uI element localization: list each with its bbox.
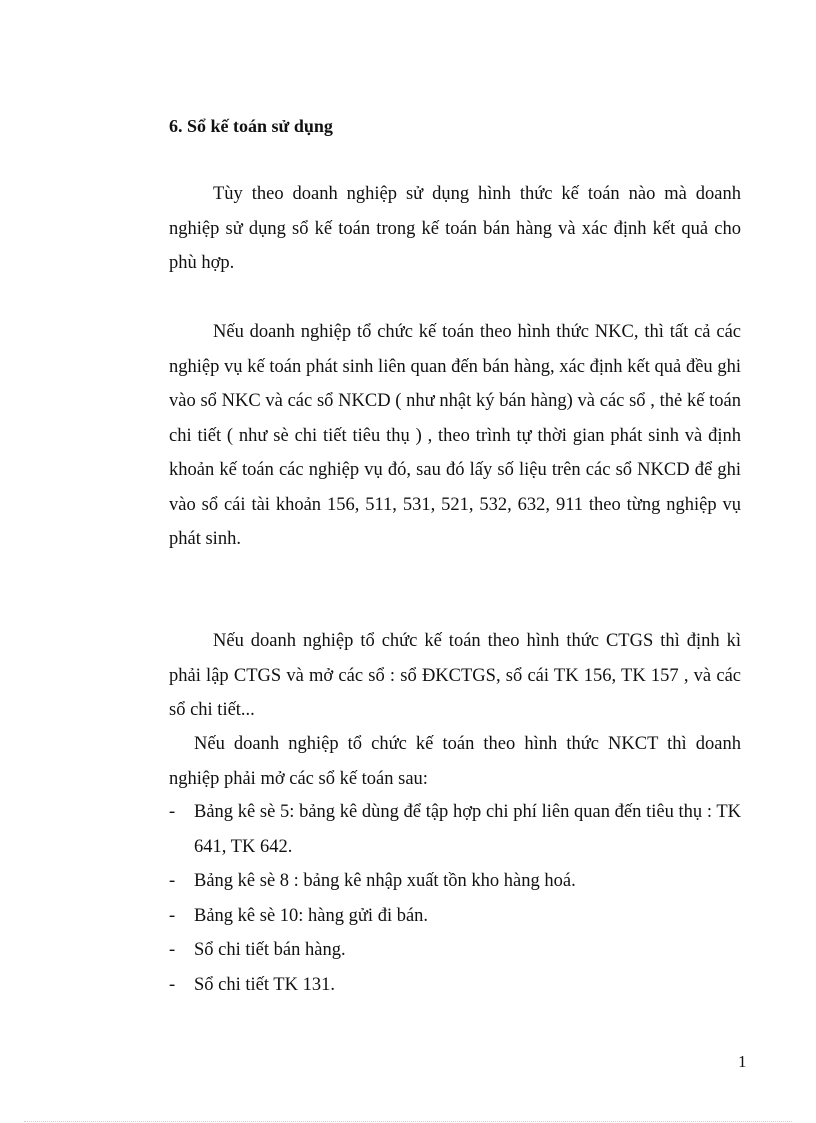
list-bullet: - xyxy=(169,974,176,995)
paragraph-ctgs: Nếu doanh nghiệp tổ chức kế toán theo hình thức CTGS thì định kì phải lập CTGS và mở các sổ : sổ ĐKCTGS, sổ cái TK 156, TK 157 , và các sổ chi tiết... xyxy=(169,631,741,720)
list-item-text: Sổ chi tiết TK 131. xyxy=(194,974,335,995)
paragraph-intro: Tùy theo doanh nghiệp sử dụng hình thức kế toán nào mà doanh nghiệp sử dụng sổ kế toán trong kế toán bán hàng và xác định kết quả cho phù hợp. xyxy=(169,184,741,273)
list-item-text: Sổ chi tiết bán hàng. xyxy=(194,940,346,960)
page-bottom-divider xyxy=(24,1121,792,1122)
list-item-text: Bảng kê sè 5: bảng kê dùng để tập hợp chi phí liên quan đến tiêu thụ : TK 641, TK 642. xyxy=(194,802,741,857)
list-bullet: - xyxy=(169,905,176,926)
list-item xyxy=(169,933,741,968)
list-item xyxy=(169,968,741,1003)
list-item-text: Bảng kê sè 8 : bảng kê nhập xuất tồn kho hàng hoá. xyxy=(194,871,576,891)
list-bullet: - xyxy=(169,871,176,891)
list-bullet: - xyxy=(169,940,176,960)
section-heading: 6. Sổ kế toán sử dụng xyxy=(169,116,333,136)
list-item xyxy=(169,795,741,864)
list-bullet: - xyxy=(169,802,176,822)
ledger-list xyxy=(169,795,741,1002)
paragraph-nkct: Nếu doanh nghiệp tổ chức kế toán theo hình thức NKCT thì doanh nghiệp phải mở các sổ kế toán sau: xyxy=(169,734,741,789)
list-item xyxy=(169,899,741,934)
list-item xyxy=(169,864,741,899)
paragraph-nkc: Nếu doanh nghiệp tổ chức kế toán theo hình thức NKC, thì tất cả các nghiệp vụ kế toán phát sinh liên quan đến bán hàng, xác định kết quả đều ghi vào sổ NKC và các sổ NKCD ( như nhật ký bán hàng) và các sổ , thẻ kế toán chi tiết ( như sè chi tiết tiêu thụ ) , theo trình tự thời gian phát sinh và định khoản kế toán các nghiệp vụ đó, sau đó lấy số liệu trên các sổ NKCD để ghi vào sổ cái tài khoản 156, 511, 531, 521, 532, 632, 911 theo từng nghiệp vụ phát sinh. xyxy=(169,322,741,549)
list-item-text: Bảng kê sè 10: hàng gửi đi bán. xyxy=(194,905,429,926)
page-number: 1 xyxy=(738,1052,747,1071)
